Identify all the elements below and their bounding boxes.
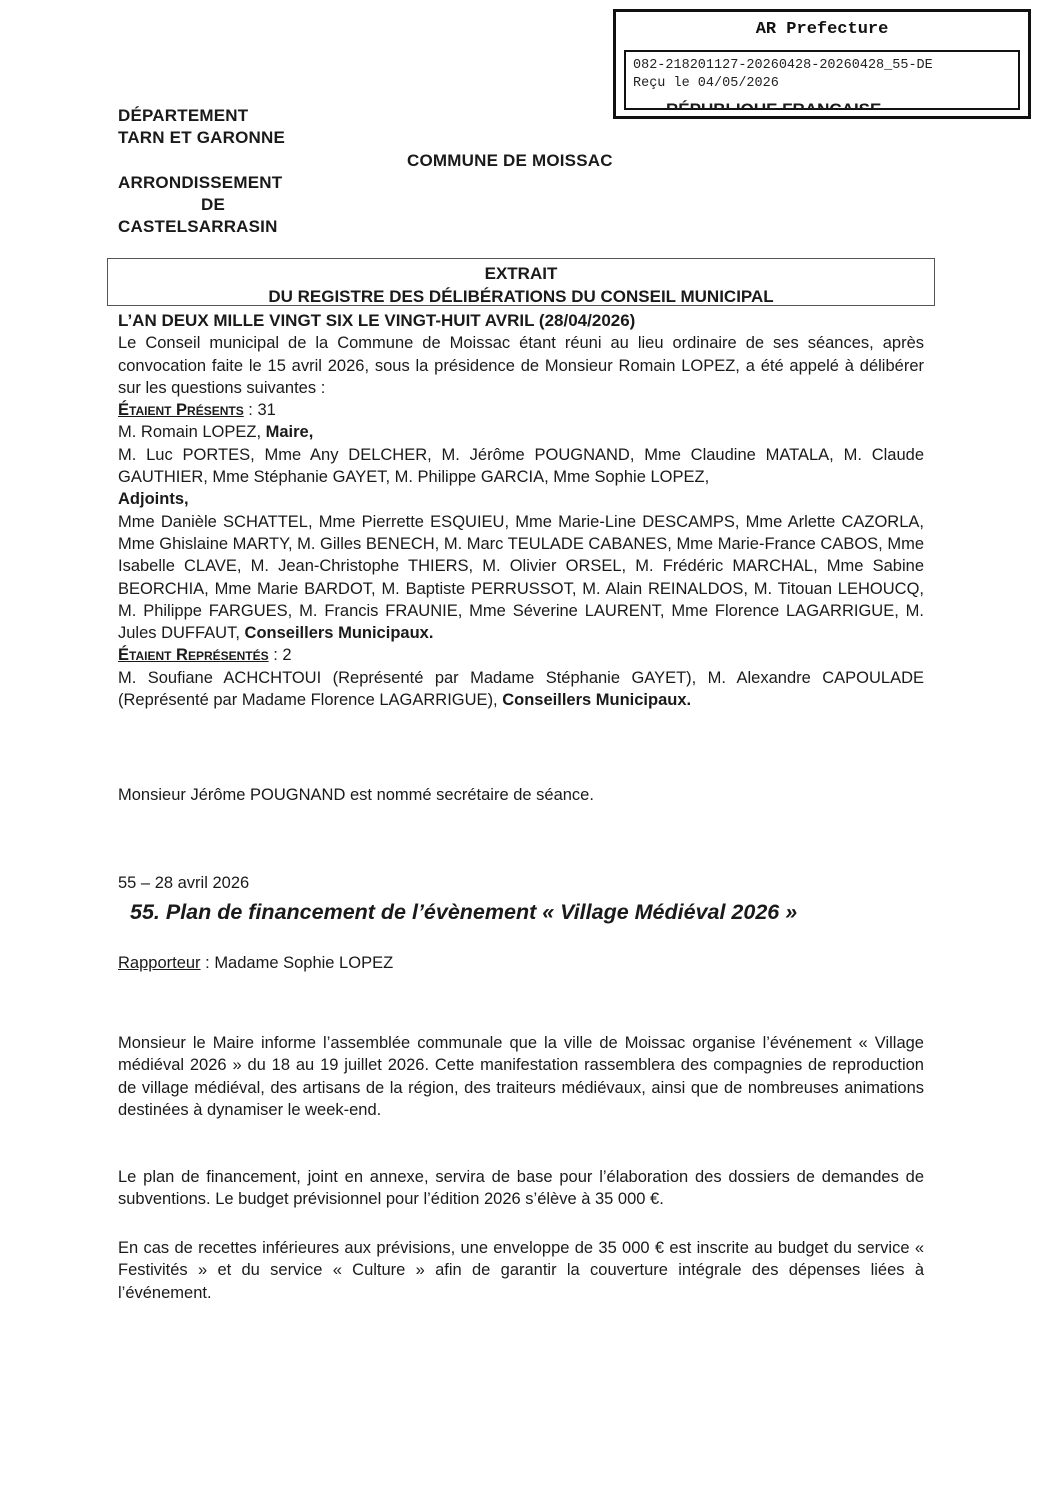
deliberation-ref: 55 – 28 avril 2026 bbox=[118, 874, 250, 892]
secretaire-line: Monsieur Jérôme POUGNAND est nommé secrétaire de séance. bbox=[118, 786, 594, 804]
commune-title: COMMUNE DE MOISSAC bbox=[407, 151, 613, 170]
representes-paragraph bbox=[118, 667, 924, 712]
conseillers-role: Conseillers Municipaux. bbox=[244, 624, 434, 643]
conseillers-names: Mme Danièle SCHATTEL, Mme Pierrette ESQUIEU, Mme Marie-Line DESCAMPS, Mme Arlette CAZORLA, Mme Ghislaine MARTY, M. Gilles BENECH, M. Marc TEULADE CABANES, Mme Marie-France CABOS, Mme Isabelle CLAVE, M. Jean-Christophe THIERS, M. Olivier ORSEL, M. Frédéric MARCHAL, Mme Sabine BEORCHIA, Mme Marie BARDOT, M. Baptiste PERRUSSOT, M. Alain REINALDOS, M. Titouan LEHOUCQ, M. Philippe FARGUES, M. Francis FRAUNIE, Mme Séverine LAURENT, Mme Florence LAGARRIGUE, M. Jules DUFFAUT, bbox=[118, 512, 924, 643]
presents-count: : 31 bbox=[243, 401, 276, 420]
stamp-received-date: Reçu le 04/05/2026 bbox=[633, 76, 779, 91]
extrait-subtitle: DU REGISTRE DES DÉLIBÉRATIONS DU CONSEIL MUNICIPAL bbox=[268, 287, 774, 306]
deliberation-title: 55. Plan de financement de l’évènement « Village Médiéval 2026 » bbox=[130, 900, 798, 924]
seance-date: L’AN DEUX MILLE VINGT SIX LE VINGT-HUIT AVRIL (28/04/2026) bbox=[118, 311, 636, 330]
presents-heading bbox=[118, 399, 924, 421]
rapporteur-value: : Madame Sophie LOPEZ bbox=[200, 954, 394, 972]
adjoints-role: Adjoints, bbox=[118, 490, 189, 509]
arrondissement-name: CASTELSARRASIN bbox=[118, 217, 278, 236]
representes-role: Conseillers Municipaux. bbox=[502, 691, 692, 710]
representes-label: Étaient Représentés bbox=[118, 646, 269, 665]
paragraph-3: En cas de recettes inférieures aux prévisions, une enveloppe de 35 000 € est inscrite au budget du service « Festivités » et du service « Culture » afin de garantir la couverture intégrale des dépenses liées à l’événement. bbox=[118, 1239, 924, 1302]
presents-label: Étaient Présents bbox=[118, 401, 244, 420]
arrondissement-label: ARRONDISSEMENT bbox=[118, 173, 283, 192]
extrait-title: EXTRAIT bbox=[484, 264, 558, 283]
departement-label: DÉPARTEMENT bbox=[118, 106, 249, 125]
departement-name: TARN ET GARONNE bbox=[118, 128, 286, 147]
rapporteur-label: Rapporteur bbox=[118, 954, 201, 972]
seance-intro: Le Conseil municipal de la Commune de Moissac étant réuni au lieu ordinaire de ses séances, après convocation faite le 15 avril 2026, sous la présidence de Monsieur Romain LOPEZ, a été appelé à délibérer sur les questions suivantes : bbox=[118, 334, 924, 397]
adjoints-names: M. Luc PORTES, Mme Any DELCHER, M. Jérôme POUGNAND, Mme Claudine MATALA, M. Claude GAUTHIER, Mme Stéphanie GAYET, M. Philippe GARCIA, Mme Sophie LOPEZ, bbox=[118, 445, 924, 487]
maire-name: M. Romain LOPEZ, bbox=[118, 423, 266, 442]
paragraph-1: Monsieur le Maire informe l’assemblée communale que la ville de Moissac organise l’événement « Village médiéval 2026 » du 18 au 19 juillet 2026. Cette manifestation rassemblera des compagnies de reproduction de village médiéval, des artisans de la région, des traiteurs médiévaux, ainsi que de nombreuses animations destinées à dynamiser le week-end. bbox=[118, 1034, 924, 1119]
representes-names: M. Soufiane ACHCHTOUI (Représenté par Madame Stéphanie GAYET), M. Alexandre CAPOULADE (Représenté par Madame Florence LAGARRIGUE), bbox=[118, 668, 924, 710]
seance-section bbox=[118, 310, 924, 711]
representes-heading bbox=[118, 644, 924, 666]
arrondissement-de: DE bbox=[200, 195, 226, 214]
maire-line bbox=[118, 421, 924, 443]
paragraph-2: Le plan de financement, joint en annexe, servira de base pour l’élaboration des dossiers de demandes de subventions. Le budget prévisionnel pour l’édition 2026 s’élève à 35 000 €. bbox=[118, 1168, 924, 1209]
stamp-reference: 082-218201127-20260428-20260428_55-DE bbox=[633, 58, 933, 73]
maire-role: Maire, bbox=[265, 423, 314, 442]
conseillers-paragraph bbox=[118, 511, 924, 645]
representes-count: : 2 bbox=[268, 646, 292, 665]
rapporteur-line bbox=[118, 952, 393, 974]
stamp-title: AR Prefecture bbox=[755, 20, 889, 39]
